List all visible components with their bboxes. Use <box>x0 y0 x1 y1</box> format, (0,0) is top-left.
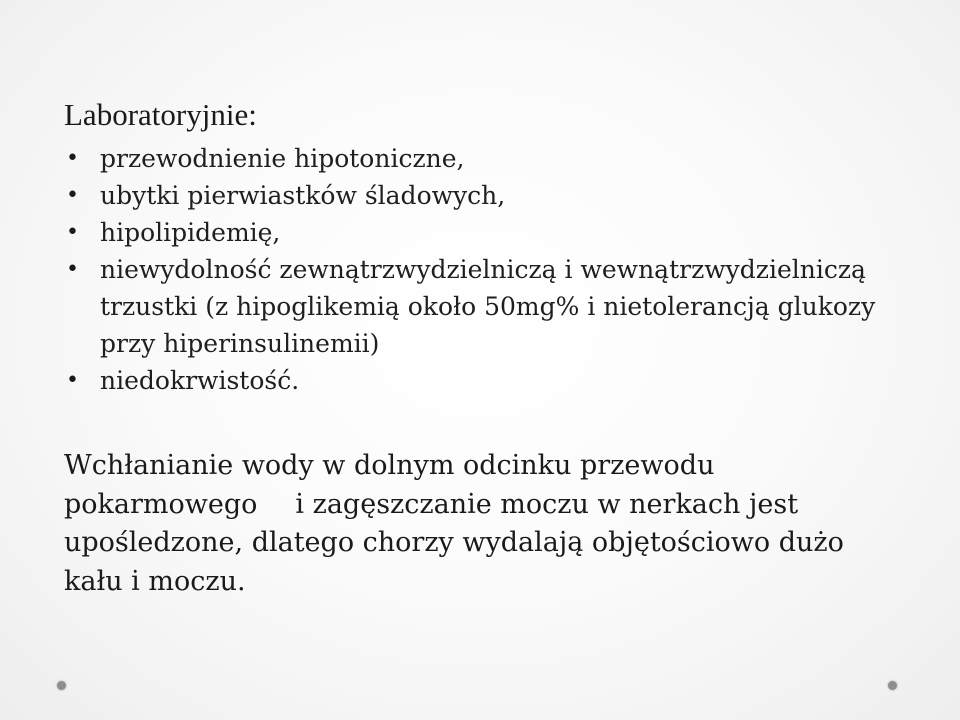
slide-heading: Laboratoryjnie: <box>64 97 257 132</box>
list-item <box>64 177 924 214</box>
list-item <box>64 362 924 399</box>
bullet-icon: • <box>66 368 79 393</box>
decorative-dot-right-icon <box>888 681 897 690</box>
bullet-list <box>64 140 924 399</box>
list-item <box>64 140 924 177</box>
bullet-icon: • <box>66 146 79 171</box>
bullet-icon: • <box>66 257 79 282</box>
list-item <box>64 251 924 362</box>
list-item <box>64 214 924 251</box>
bullet-icon: • <box>66 220 79 245</box>
bullet-icon: • <box>66 183 79 208</box>
list-item-text: niedokrwistość. <box>100 366 300 395</box>
list-item-text: niewydolność zewnątrzwydzielniczą i wewnątrzwydzielniczą trzustki (z hipoglikemią około 50mg% i nietolerancją glukozy przy hiperinsulinemii) <box>100 255 876 358</box>
list-item-text: ubytki pierwiastków śladowych, <box>100 181 506 210</box>
list-item-text: przewodnienie hipotoniczne, <box>100 144 465 173</box>
list-item-text: hipolipidemię, <box>100 218 281 247</box>
body-paragraph <box>64 447 904 601</box>
decorative-dot-left-icon <box>57 681 66 690</box>
paragraph-part-2: i zagęszczanie moczu w nerkach jest upośledzone, dlatego chorzy wydalają objętościowo dużo kału i moczu. <box>64 488 844 597</box>
paragraph-part-1: Wchłanianie wody w dolnym odcinku przewodu pokarmowego <box>64 450 715 520</box>
